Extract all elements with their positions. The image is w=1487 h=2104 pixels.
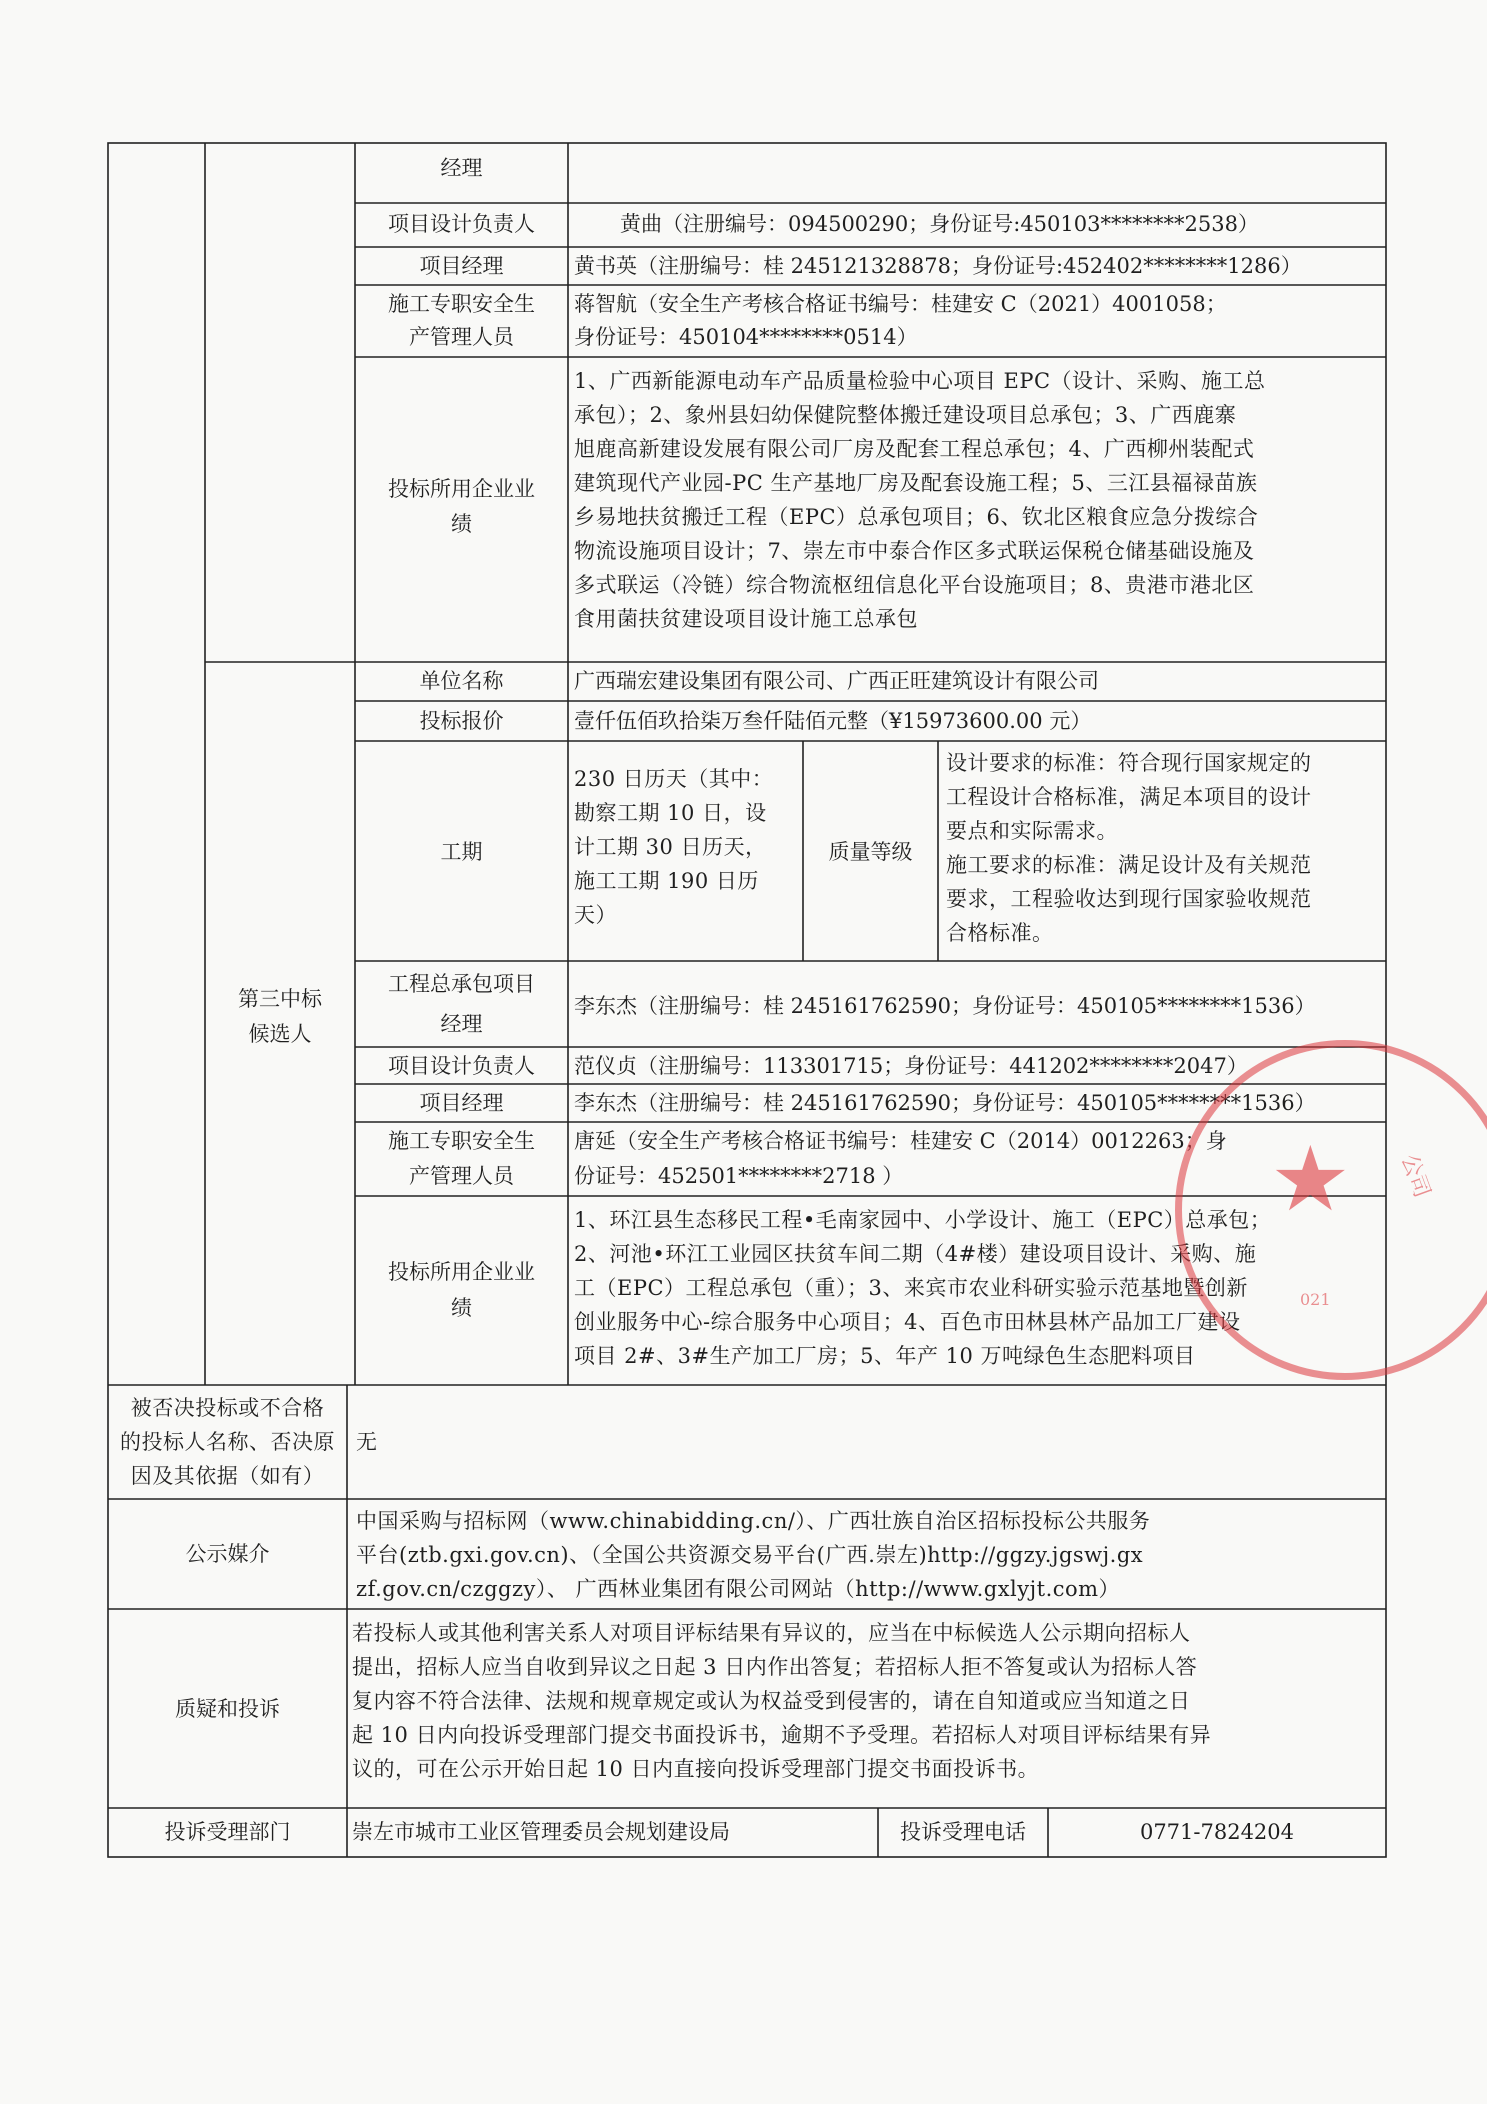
complaint-lines: [352, 1616, 1211, 1786]
perf-label-line-1: 投标所用企业业: [388, 1260, 535, 1284]
pm-label-tail: 经理: [440, 156, 483, 180]
perf-label-line-1: 投标所用企业业: [388, 477, 535, 501]
period-line: 230 日历天（其中：: [574, 767, 774, 791]
perf-line: 创业服务中心-综合服务中心项目；4、百色市田林县林产品加工厂建设: [574, 1310, 1241, 1334]
perf-line: 乡易地扶贫搬迁工程（EPC）总承包项目；6、钦北区粮食应急分拨综合: [574, 505, 1259, 529]
perf-line: 多式联运（冷链）综合物流枢纽信息化平台设施项目；8、贵港市港北区: [574, 573, 1255, 597]
quality-label: 质量等级: [828, 840, 913, 864]
quality-lines: [946, 746, 1312, 950]
perf-line: 1、广西新能源电动车产品质量检验中心项目 EPC（设计、采购、施工总: [574, 369, 1266, 393]
quality-line: 设计要求的标准：符合现行国家规定的: [946, 751, 1312, 775]
bid-price-value: 壹仟伍佰玖拾柒万叁仟陆佰元整（¥15973600.00 元）: [574, 709, 1092, 733]
period-line: 勘察工期 10 日，设: [574, 801, 767, 825]
complaint-line: 若投标人或其他利害关系人对项目评标结果有异议的，应当在中标候选人公示期向招标人: [352, 1621, 1191, 1645]
complaint-line: 提出，招标人应当自收到异议之日起 3 日内作出答复；若招标人拒不答复或认为招标人答: [352, 1655, 1198, 1679]
quality-line: 要点和实际需求。: [946, 819, 1118, 843]
period-line: 施工工期 190 日历: [574, 869, 759, 893]
rejected-value: 无: [356, 1430, 377, 1454]
third-candidate-label-1: 第三中标: [238, 987, 322, 1011]
complaint-label: 质疑和投诉: [175, 1697, 280, 1721]
quality-line: 工程设计合格标准，满足本项目的设计: [946, 785, 1312, 809]
perf-line: 工（EPC）工程总承包（重）；3、来宾市农业科研实验示范基地暨创新: [574, 1276, 1248, 1300]
seal-text: 公司: [1395, 1151, 1435, 1202]
perf-line: 旭鹿高新建设发展有限公司厂房及配套工程总承包；4、广西柳州装配式: [574, 437, 1255, 461]
seal-number: 021: [1300, 1290, 1331, 1309]
pm-label: 项目经理: [419, 254, 504, 278]
perf-line: 物流设施项目设计；7、崇左市中泰合作区多式联运保税仓储基础设施及: [574, 539, 1255, 563]
perf-line: 项目 2#、3#生产加工厂房；5、年产 10 万吨绿色生态肥料项目: [574, 1344, 1196, 1368]
epc-pm-label-2: 经理: [440, 1012, 483, 1036]
perf-lines: [574, 1203, 1271, 1373]
safety-value-line-1: 唐延（安全生产考核合格证书编号：桂建安 C（2014）0012263；身: [574, 1129, 1227, 1153]
unit-name-label: 单位名称: [419, 669, 504, 693]
quality-line: 合格标准。: [946, 921, 1054, 945]
media-label: 公示媒介: [185, 1542, 270, 1566]
media-line: zf.gov.cn/czggzy）、 广西林业集团有限公司网站（http://www.gxlyjt.com）: [356, 1577, 1121, 1601]
media-lines: [356, 1504, 1150, 1606]
phone-label: 投诉受理电话: [900, 1820, 1026, 1844]
complaint-line: 复内容不符合法律、法规和规章规定或认为权益受到侵害的，请在自知道或应当知道之日: [352, 1689, 1191, 1713]
epc-pm-label-1: 工程总承包项目: [388, 972, 535, 996]
media-line: 中国采购与招标网（www.chinabidding.cn/）、广西壮族自治区招标投标公共服务: [356, 1509, 1151, 1533]
rejected-label-line: 因及其依据（如有）: [130, 1464, 325, 1488]
quality-line: 要求，工程验收达到现行国家验收规范: [946, 887, 1312, 911]
perf-line: 2、河池•环江工业园区扶贫车间二期（4#楼）建设项目设计、采购、施: [574, 1242, 1257, 1266]
safety-label-line-2: 产管理人员: [409, 325, 514, 349]
perf-line: 建筑现代产业园-PC 生产基地厂房及配套设施工程；5、三江县福禄苗族: [574, 471, 1258, 495]
perf-label-line-2: 绩: [451, 512, 472, 536]
design-head-label: 项目设计负责人: [388, 1054, 535, 1078]
perf-line: 承包）；2、象州县妇幼保健院整体搬迁建设项目总承包；3、广西鹿寨: [574, 403, 1237, 427]
perf-lines: [574, 364, 1266, 636]
rejected-label-line: 的投标人名称、否决原: [120, 1430, 335, 1454]
dept-label: 投诉受理部门: [164, 1820, 291, 1844]
pm-label: 项目经理: [419, 1091, 504, 1115]
complaint-line: 起 10 日内向投诉受理部门提交书面投诉书，逾期不予受理。若招标人对项目评标结果有异: [352, 1723, 1212, 1747]
safety-label-line-1: 施工专职安全生: [388, 292, 535, 316]
safety-value-line-2: 份证号：452501********2718 ）: [574, 1164, 904, 1188]
third-candidate-label-2: 候选人: [248, 1022, 312, 1046]
period-line: 天）: [574, 903, 617, 927]
rejected-label: [108, 1391, 347, 1493]
design-head-label: 项目设计负责人: [388, 212, 535, 236]
complaint-line: 议的，可在公示开始日起 10 日内直接向投诉受理部门提交书面投诉书。: [352, 1757, 1040, 1781]
epc-pm-value: 李东杰（注册编号：桂 245161762590；身份证号：450105********1536）: [574, 994, 1316, 1018]
quality-line: 施工要求的标准：满足设计及有关规范: [946, 853, 1312, 877]
period-line: 计工期 30 日历天，: [574, 835, 767, 859]
perf-line: 食用菌扶贫建设项目设计施工总承包: [574, 607, 918, 631]
period-label: 工期: [440, 840, 483, 864]
safety-label-line-2: 产管理人员: [409, 1164, 514, 1188]
media-line: 平台(ztb.gxi.gov.cn)、（全国公共资源交易平台(广西.崇左)http://ggzy.jgswj.gx: [356, 1543, 1144, 1567]
unit-name-value: 广西瑞宏建设集团有限公司、广西正旺建筑设计有限公司: [574, 669, 1099, 693]
phone-value: 0771-7824204: [1139, 1820, 1295, 1844]
rejected-label-line: 被否决投标或不合格: [130, 1396, 325, 1420]
period-lines: [574, 762, 773, 932]
perf-label-line-2: 绩: [451, 1296, 472, 1320]
safety-label-line-1: 施工专职安全生: [388, 1129, 535, 1153]
safety-value-line-1: 蒋智航（安全生产考核合格证书编号：桂建安 C（2021）4001058；: [574, 292, 1227, 316]
design-head-value: 黄曲（注册编号：094500290；身份证号:450103********2538）: [620, 212, 1259, 236]
pm-value: 黄书英（注册编号：桂 245121328878；身份证号:452402********1286）: [574, 254, 1302, 278]
pm-value: 李东杰（注册编号：桂 245161762590；身份证号：450105********1536）: [574, 1091, 1316, 1115]
bid-price-label: 投标报价: [419, 709, 504, 733]
safety-value-line-2: 身份证号：450104********0514）: [574, 325, 918, 349]
dept-value: 崇左市城市工业区管理委员会规划建设局: [352, 1820, 730, 1844]
perf-line: 1、环江县生态移民工程•毛南家园中、小学设计、施工（EPC）总承包；: [574, 1208, 1272, 1232]
design-head-value: 范仪贞（注册编号：113301715；身份证号：441202********2047）: [574, 1054, 1248, 1078]
seal-star-icon: ★: [1270, 1127, 1351, 1232]
